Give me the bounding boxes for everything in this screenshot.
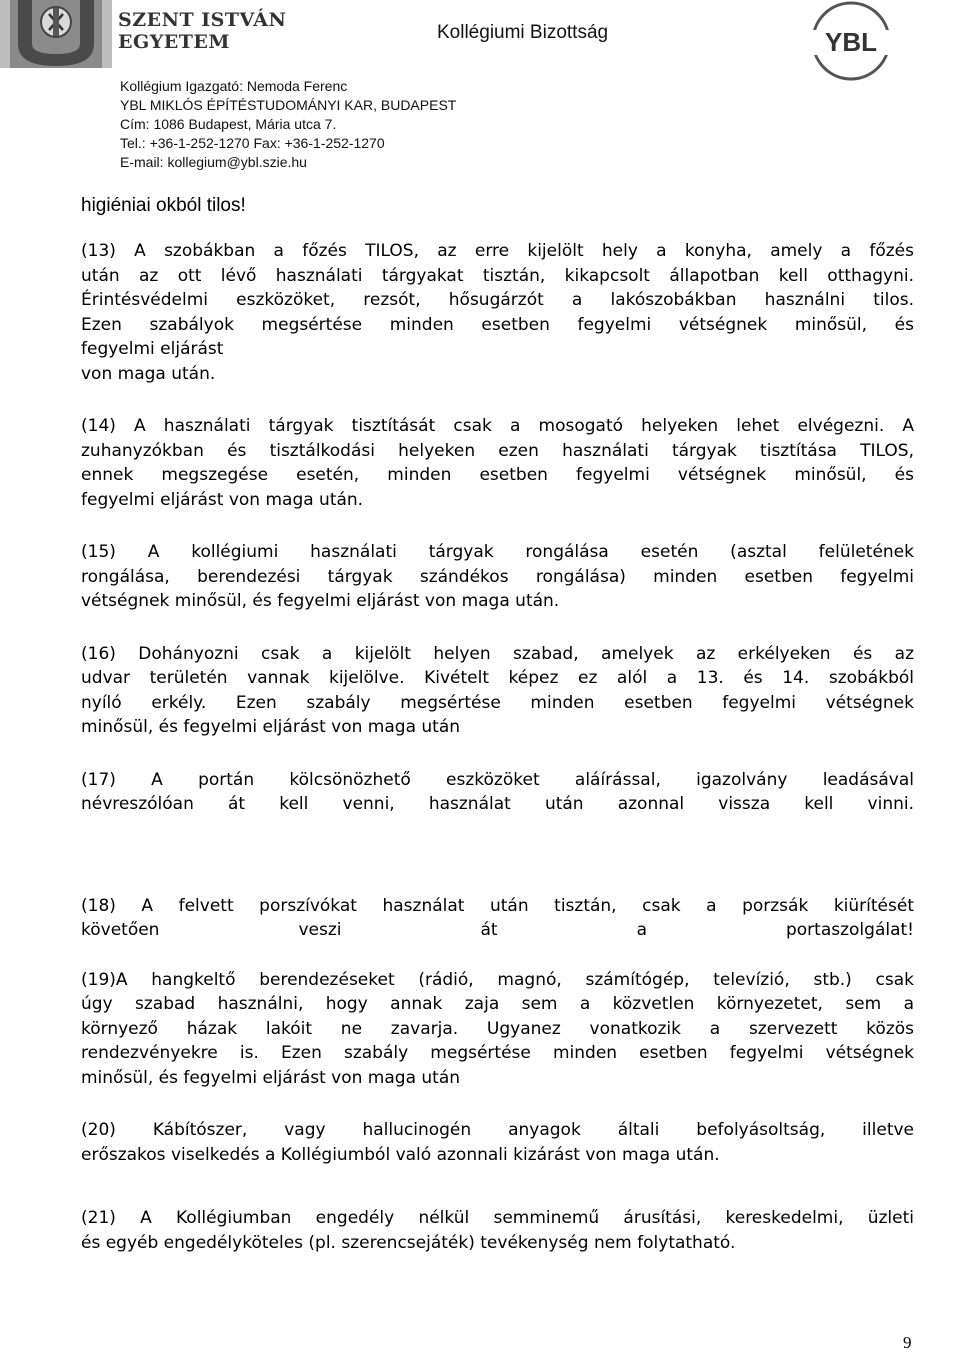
rule-21 — [81, 1206, 914, 1255]
rule-line: Érintésvédelmi eszközöket, rezsót, hősugárzót a lakószobákban használni tilos. — [81, 290, 914, 310]
rule-line: (19)A hangkeltő berendezéseket (rádió, magnó, számítógép, televízió, stb.) csak — [81, 969, 914, 990]
contact-block — [120, 77, 456, 172]
szent-istvan-university-logo — [0, 0, 112, 68]
rule-line: (20) Kábítószer, vagy hallucinogén anyagok általi befolyásoltság, illetve — [81, 1120, 914, 1140]
faculty-line: YBL MIKLÓS ÉPÍTÉSTUDOMÁNYI KAR, BUDAPEST — [120, 97, 457, 113]
rule-line: minősül, és fegyelmi eljárást von maga után — [81, 1067, 461, 1088]
rule-line: (17) A portán kölcsönözhető eszközöket aláírással, igazolvány leadásával — [81, 769, 914, 790]
university-name — [118, 9, 286, 53]
page-header — [0, 0, 960, 180]
rule-20 — [81, 1118, 914, 1167]
rule-line: után az ott lévő használati tárgyakat tisztán, kikapcsolt állapotban kell otthagyni. — [81, 265, 914, 286]
university-name-line2: EGYETEM — [118, 31, 230, 53]
ybl-logo — [802, 0, 900, 82]
rule-line: (14) A használati tárgyak tisztítását csak a mosogató helyeken lehet elvégezni. A — [81, 416, 914, 436]
rule-line: minősül, és fegyelmi eljárást von maga után — [81, 717, 461, 737]
rule-13 — [81, 239, 914, 386]
rule-line: nyíló erkély. Ezen szabály megsértése minden esetben fegyelmi vétségnek — [81, 692, 914, 713]
page-number: 9 — [903, 1333, 912, 1352]
committee-title: Kollégiumi Bizottság — [437, 22, 609, 43]
rule-line: (21) A Kollégiumban engedély nélkül semminemű árusítási, kereskedelmi, üzleti — [81, 1208, 914, 1228]
rule-line: Ezen szabályok megsértése minden esetben fegyelmi vétségnek minősül, és — [81, 314, 914, 335]
email-line: E-mail: kollegium@ybl.szie.hu — [120, 154, 307, 170]
rule-18 — [81, 894, 914, 943]
rule-15 — [81, 540, 914, 614]
continuation-text: higiéniai okból tilos! — [81, 195, 246, 216]
rule-line: udvar területén vannak kijelölve. Kivételt képez ez alól a 13. és 14. szobákból — [81, 668, 914, 688]
rule-line: és egyéb engedélyköteles (pl. szerencsejáték) tevékenység nem folytatható. — [81, 1232, 736, 1253]
rule-line: rongálása, berendezési tárgyak szándékos rongálása) minden esetben fegyelmi — [81, 566, 914, 587]
rule-line: zuhanyzókban és tisztálkodási helyeken ezen használati tárgyak tisztítása TILOS, — [81, 440, 914, 461]
rule-line: úgy szabad használni, hogy annak zaja sem a közvetlen környezetet, sem a — [81, 994, 914, 1014]
rule-line: (15) A kollégiumi használati tárgyak rongálása esetén (asztal felületének — [81, 542, 914, 562]
rules-body — [81, 239, 914, 1283]
rule-line: követően veszi át a portaszolgálat! — [81, 920, 914, 940]
rule-line: rendezvényekre is. Ezen szabály megsértése minden esetben fegyelmi vétségnek — [81, 1043, 914, 1063]
rule-line: fegyelmi eljárást — [81, 339, 224, 359]
rule-line: vétségnek minősül, és fegyelmi eljárást von maga után. — [81, 591, 560, 611]
rule-line: von maga után. — [81, 363, 216, 384]
phone-line: Tel.: +36-1-252-1270 Fax: +36-1-252-1270 — [120, 135, 385, 151]
ybl-logo-text: YBL — [825, 27, 877, 57]
rule-line: (16) Dohányozni csak a kijelölt helyen szabad, amelyek az erkélyeken és az — [81, 643, 914, 664]
rule-17 — [81, 768, 914, 817]
rule-line: (13) A szobákban a főzés TILOS, az erre kijelölt hely a konyha, amely a főzés — [81, 241, 914, 261]
rule-line: erőszakos viselkedés a Kollégiumból való azonnali kizárást von maga után. — [81, 1144, 720, 1165]
rule-line: (18) A felvett porszívókat használat után tisztán, csak a porzsák kiürítését — [81, 895, 914, 916]
address-line: Cím: 1086 Budapest, Mária utca 7. — [120, 116, 337, 132]
university-name-line1: SZENT ISTVÁN — [118, 9, 287, 31]
rule-line: környező házak lakóit ne zavarja. Ugyanez vonatkozik a szervezett közös — [81, 1018, 914, 1039]
rule-line: fegyelmi eljárást von maga után. — [81, 489, 364, 510]
rule-19 — [81, 968, 914, 1091]
rule-line: ennek megszegése esetén, minden esetben fegyelmi vétségnek minősül, és — [81, 465, 914, 485]
rule-line: névreszólóan át kell venni, használat után azonnal vissza kell vinni. — [81, 794, 914, 814]
director-line: Kollégium Igazgató: Nemoda Ferenc — [120, 78, 348, 94]
rule-14 — [81, 414, 914, 512]
rule-16 — [81, 642, 914, 740]
